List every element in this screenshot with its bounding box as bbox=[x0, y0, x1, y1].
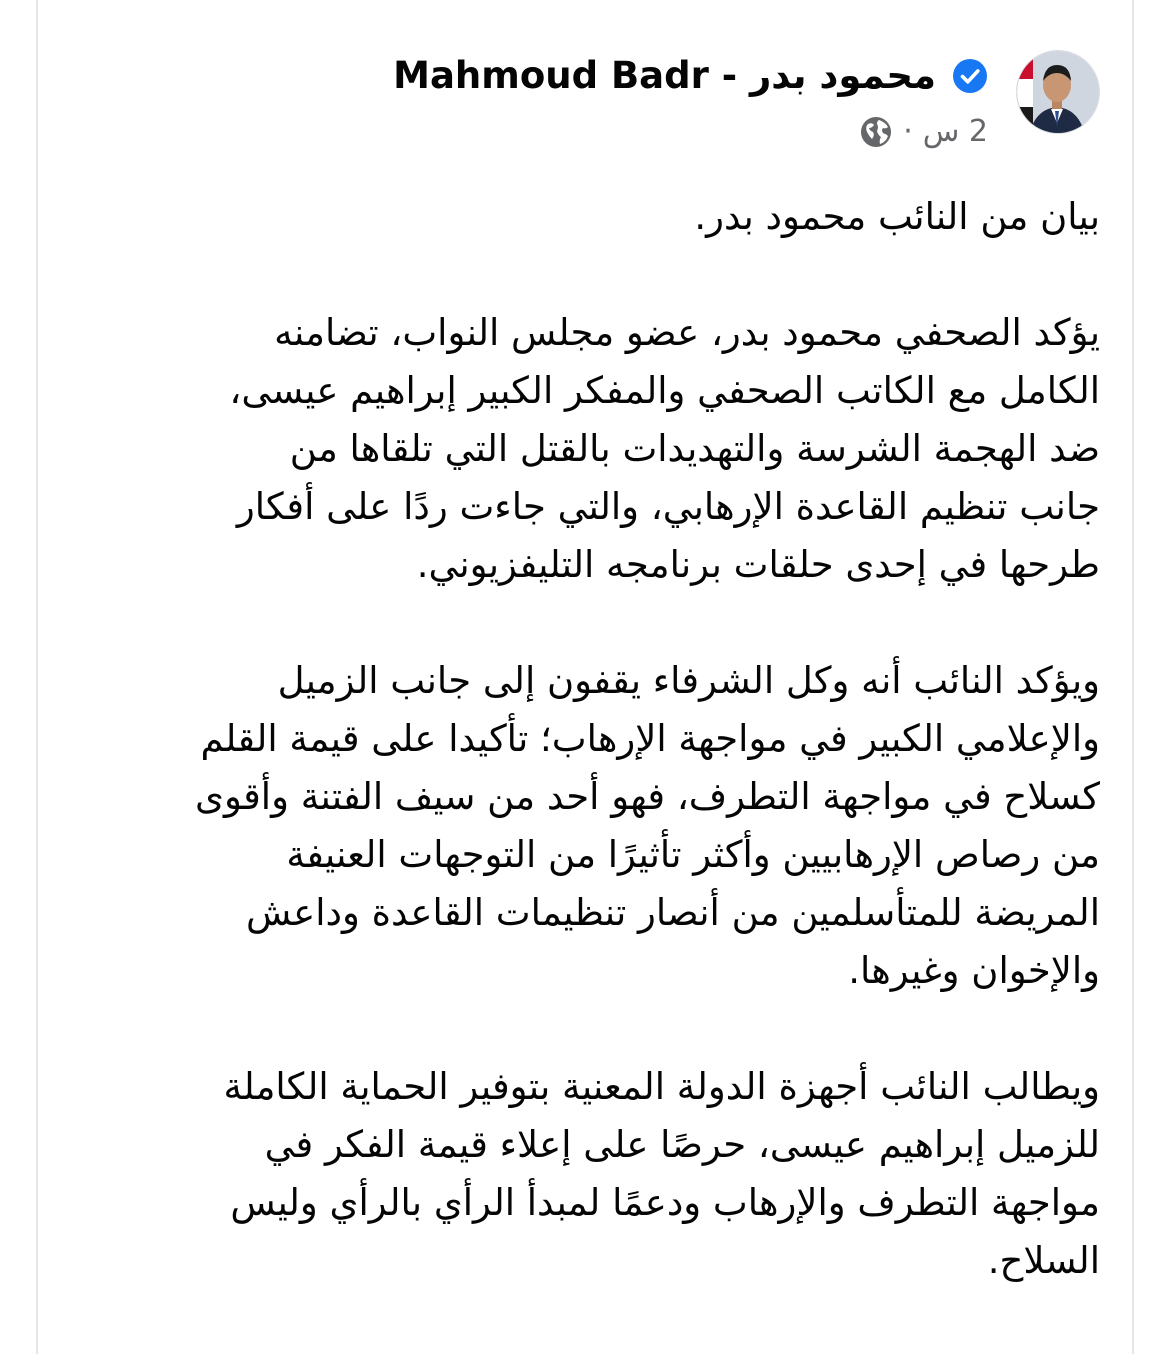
author-avatar[interactable] bbox=[1016, 50, 1100, 134]
post-card-left-border bbox=[36, 0, 38, 1354]
post-meta bbox=[859, 114, 988, 150]
post-timestamp[interactable]: 2 س bbox=[922, 114, 988, 149]
text-line: يؤكد الصحفي محمود بدر، عضو مجلس النواب، تضامنه bbox=[274, 311, 1100, 354]
text-line: ويؤكد النائب أنه وكل الشرفاء يقفون إلى جانب الزميل bbox=[277, 659, 1100, 702]
text-line: ويطالب النائب أجهزة الدولة المعنية بتوفير الحماية الكاملة bbox=[223, 1065, 1100, 1108]
text-line: للزميل إبراهيم عيسى، حرصًا على إعلاء قيمة الفكر في bbox=[264, 1123, 1100, 1166]
post-paragraph bbox=[60, 652, 1100, 1000]
post-body bbox=[60, 188, 1100, 1348]
text-line: ضد الهجمة الشرسة والتهديدات بالقتل التي تلقاها من bbox=[289, 427, 1100, 470]
text-line: بيان من النائب محمود بدر. bbox=[694, 195, 1100, 238]
post-card-right-border bbox=[1132, 0, 1134, 1354]
text-line: والإخوان وغيرها. bbox=[848, 949, 1100, 992]
post-paragraph bbox=[60, 1058, 1100, 1290]
text-line: والإعلامي الكبير في مواجهة الإرهاب؛ تأكيدا على قيمة القلم bbox=[200, 717, 1100, 760]
text-line: مواجهة التطرف والإرهاب ودعمًا لمبدأ الرأي بالرأي وليس bbox=[230, 1181, 1100, 1224]
author-name[interactable]: Mahmoud Badr - محمود بدر bbox=[393, 54, 936, 97]
author-name-row bbox=[393, 54, 988, 98]
text-line: الكامل مع الكاتب الصحفي والمفكر الكبير إبراهيم عيسى، bbox=[229, 369, 1100, 412]
text-line: السلاح. bbox=[987, 1239, 1100, 1282]
text-line: من رصاص الإرهابيين وأكثر تأثيرًا من التوجهات العنيفة bbox=[286, 833, 1100, 876]
text-line: جانب تنظيم القاعدة الإرهابي، والتي جاءت ردًا على أفكار bbox=[236, 485, 1100, 528]
text-line: كسلاح في مواجهة التطرف، فهو أحد من سيف الفتنة وأقوى bbox=[195, 775, 1100, 818]
verified-badge-icon bbox=[952, 58, 988, 94]
globe-icon[interactable] bbox=[859, 115, 893, 149]
text-line: طرحها في إحدى حلقات برنامجه التليفزيوني. bbox=[416, 543, 1100, 586]
meta-separator: · bbox=[903, 114, 913, 149]
profile-photo bbox=[1016, 51, 1099, 134]
post-paragraph bbox=[60, 188, 1100, 246]
post-paragraph bbox=[60, 304, 1100, 594]
text-line: المريضة للمتأسلمين من أنصار تنظيمات القاعدة وداعش bbox=[245, 891, 1100, 934]
post-header bbox=[60, 50, 1100, 149]
facebook-post bbox=[60, 0, 1100, 1354]
